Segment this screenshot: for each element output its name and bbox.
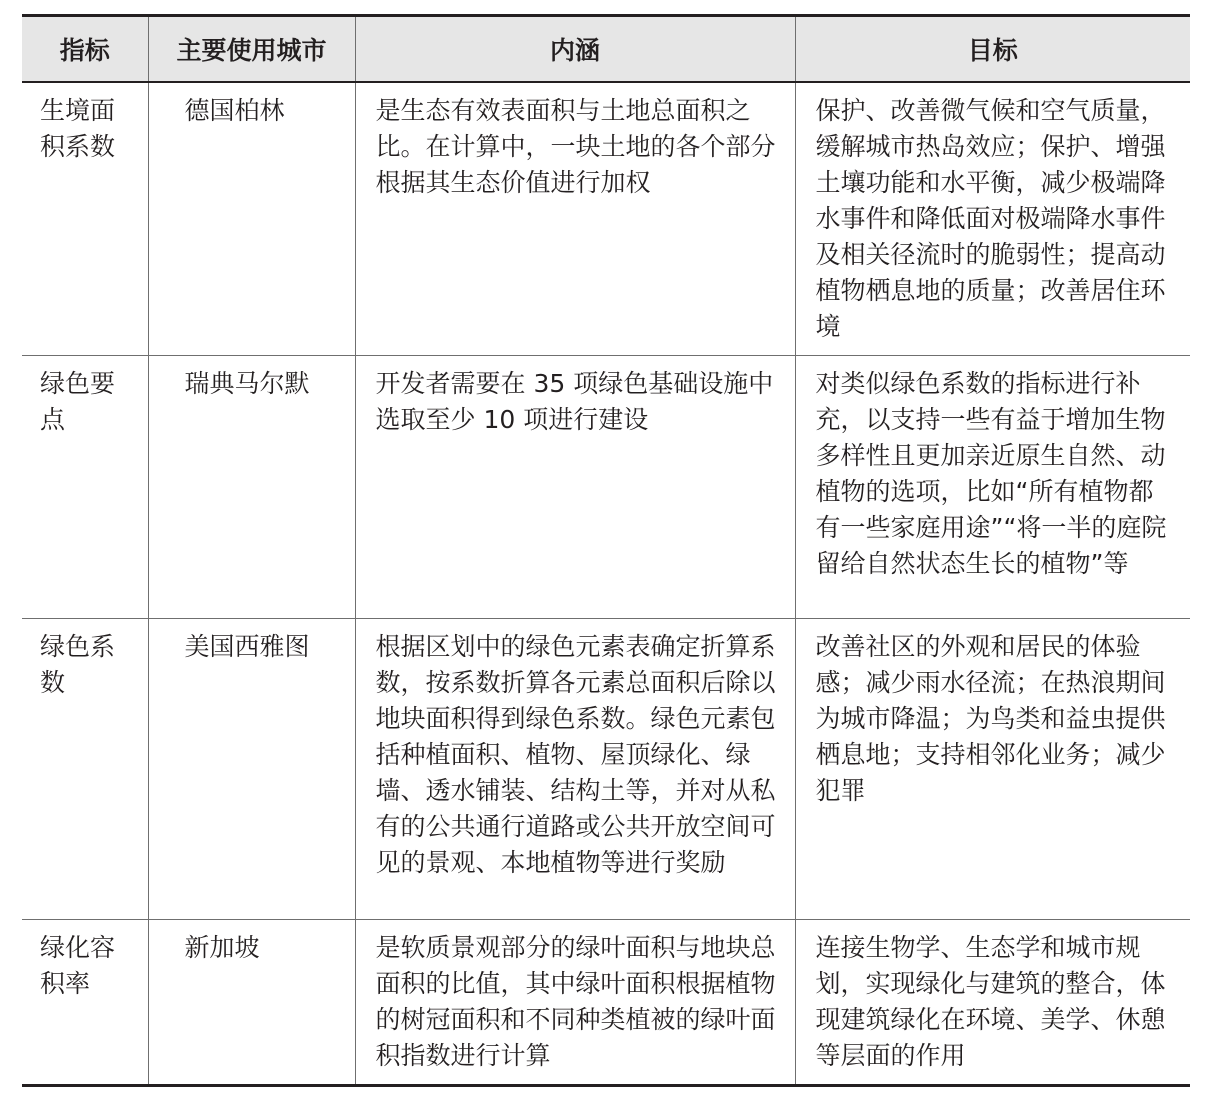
goal-cell: 改善社区的外观和居民的体验感；减少雨水径流；在热浪期间为城市降温；为鸟类和益虫提供栖息地；支持相邻化业务；减少犯罪 <box>795 619 1190 920</box>
header-row <box>22 16 1190 83</box>
header-meaning: 内涵 <box>355 16 795 83</box>
meaning-cell: 开发者需要在 35 项绿色基础设施中选取至少 10 项进行建设 <box>355 356 795 619</box>
city-cell: 美国西雅图 <box>148 619 355 920</box>
header-goal: 目标 <box>795 16 1190 83</box>
indicator-cell: 绿化容积率 <box>40 933 116 998</box>
city-cell: 新加坡 <box>148 920 355 1086</box>
indicator-cell: 绿色要点 <box>22 356 148 619</box>
goal-cell: 连接生物学、生态学和城市规划，实现绿化与建筑的整合，体现建筑绿化在环境、美学、休憩等层面的作用 <box>795 920 1190 1086</box>
header-city: 主要使用城市 <box>148 16 355 83</box>
indicator-cell: 绿色系数 <box>22 619 148 920</box>
table-row <box>22 920 1190 1086</box>
goal-cell: 保护、改善微气候和空气质量，缓解城市热岛效应；保护、增强土壤功能和水平衡，减少极端降水事件和降低面对极端降水事件及相关径流时的脆弱性；提高动植物栖息地的质量；改善居住环境 <box>795 82 1190 356</box>
table-header <box>22 16 1190 83</box>
city-cell: 德国柏林 <box>148 82 355 356</box>
indicator-cell: 生境面积系数 <box>22 82 148 356</box>
city-cell: 瑞典马尔默 <box>148 356 355 619</box>
meaning-cell: 是软质景观部分的绿叶面积与地块总面积的比值，其中绿叶面积根据植物的树冠面积和不同种类植被的绿叶面积指数进行计算 <box>355 920 795 1086</box>
table-row <box>22 356 1190 619</box>
header-indicator: 指标 <box>22 16 148 83</box>
table-row <box>22 619 1190 920</box>
goal-cell: 对类似绿色系数的指标进行补充，以支持一些有益于增加生物多样性且更加亲近原生自然、动植物的选项，比如“所有植物都有一些家庭用途”“将一半的庭院留给自然状态生长的植物”等 <box>795 356 1190 619</box>
meaning-cell: 是生态有效表面积与土地总面积之比。在计算中，一块土地的各个部分根据其生态价值进行加权 <box>355 82 795 356</box>
green-indicator-table <box>22 14 1190 1087</box>
table-row <box>22 82 1190 356</box>
meaning-cell: 根据区划中的绿色元素表确定折算系数，按系数折算各元素总面积后除以地块面积得到绿色系数。绿色元素包括种植面积、植物、屋顶绿化、绿墙、透水铺装、结构土等，并对从私有的公共通行道路或公共开放空间可见的景观、本地植物等进行奖励 <box>355 619 795 920</box>
table-body <box>22 82 1190 1086</box>
